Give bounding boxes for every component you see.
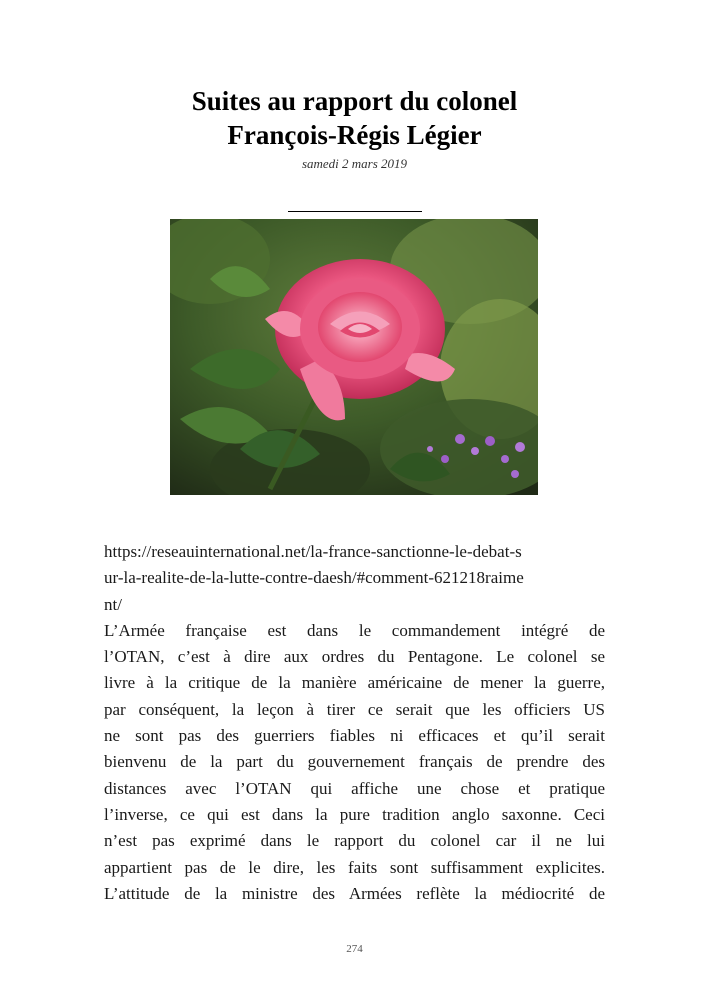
source-url-line-3: nt/ bbox=[104, 594, 122, 614]
title-line-2: François-Régis Légier bbox=[227, 120, 482, 150]
page-number: 274 bbox=[346, 943, 363, 955]
paragraph-line: l’inverse, ce qui est dans la pure tradition anglo saxonne. Ceci bbox=[104, 804, 605, 824]
paragraph-line: par conséquent, la leçon à tirer ce serait que les officiers US bbox=[104, 699, 605, 719]
page-title bbox=[0, 84, 709, 152]
paragraph-line: ne sont pas des guerriers fiables ni efficaces et qu’il serait bbox=[104, 726, 605, 746]
paragraph-line: distances avec l’OTAN qui affiche une chose et pratique bbox=[104, 778, 605, 798]
source-url-line-2: ur-la-realite-de-la-lutte-contre-daesh/#comment-621218raime bbox=[104, 568, 524, 588]
paragraph-line: n’est pas exprimé dans le rapport du colonel car il ne lui bbox=[104, 831, 605, 851]
paragraph-line: L’attitude de la ministre des Armées reflète la médiocrité de bbox=[104, 883, 605, 903]
paragraph-line: L’Armée française est dans le commandement intégré de bbox=[104, 620, 605, 640]
title-divider bbox=[288, 211, 422, 212]
paragraph-line: appartient pas de le dire, les faits sont suffisamment explicites. bbox=[104, 857, 605, 877]
source-url-line-1: https://reseauinternational.net/la-france-sanctionne-le-debat-s bbox=[104, 542, 522, 561]
article-body bbox=[104, 539, 605, 907]
paragraph-line: livre à la critique de la manière américaine de mener la guerre, bbox=[104, 673, 605, 693]
publication-date: samedi 2 mars 2019 bbox=[301, 156, 408, 171]
title-line-1: Suites au rapport du colonel bbox=[191, 86, 518, 116]
rose-photo bbox=[170, 219, 538, 495]
paragraph-line: l’OTAN, c’est à dire aux ordres du Pentagone. Le colonel se bbox=[104, 647, 605, 667]
paragraph-line: bienvenu de la part du gouvernement français de prendre des bbox=[104, 752, 605, 772]
